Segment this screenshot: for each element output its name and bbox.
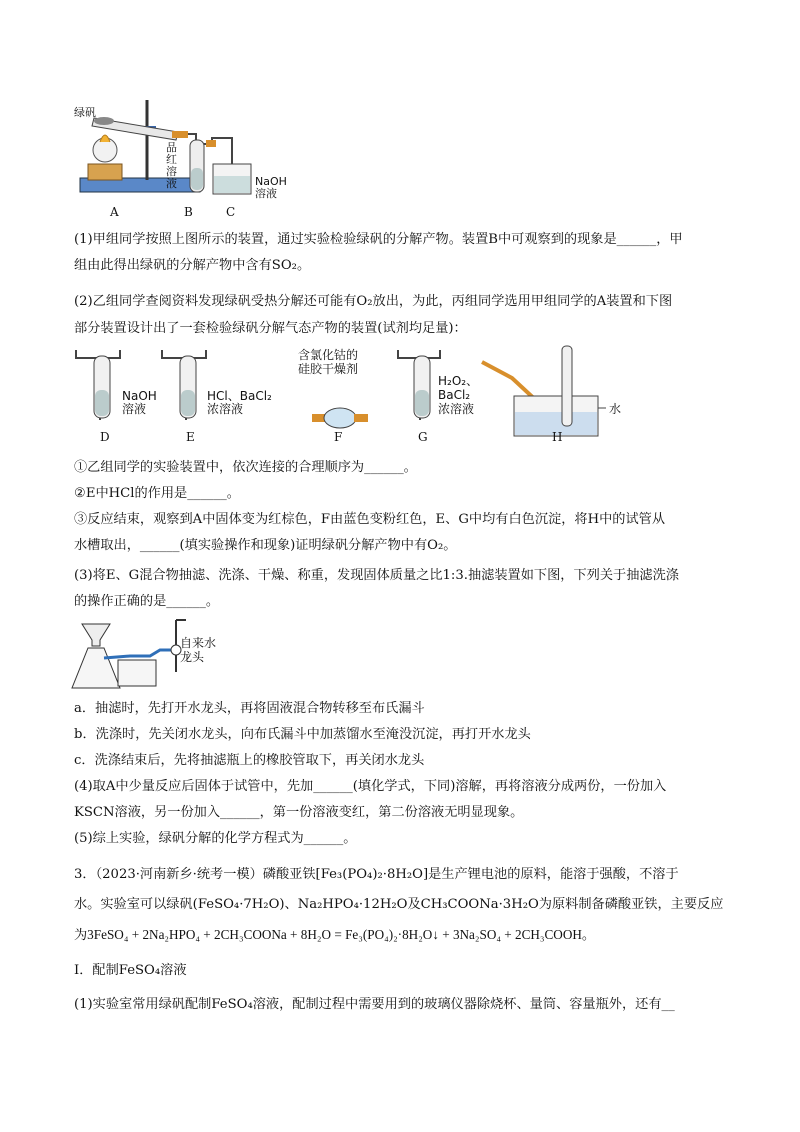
q2-line1: (2)乙组同学查阅资料发现绿矾受热分解还可能有O₂放出，为此，丙组同学选用甲组同学的A装置和下图 bbox=[74, 294, 673, 309]
reagent-label: 绿矾 bbox=[74, 106, 96, 119]
q1-line1: (1)甲组同学按照上图所示的装置，通过实验检验绿矾的分解产物。装置B中可观察到的现象是______，甲 bbox=[74, 232, 683, 247]
apparatus-label-a: A bbox=[110, 205, 119, 219]
q4-line2: KSCN溶液，另一份加入______，第一份溶液变红，第二份溶液无明显现象。 bbox=[74, 805, 524, 820]
option-b: b．洗涤时，先关闭水龙头，向布氏漏斗中加蒸馏水至淹没沉淀，再打开水龙头 bbox=[74, 727, 531, 742]
suction-filter-figure bbox=[0, 612, 800, 692]
e-reagent-label: HCl、BaCl₂ 浓溶液 bbox=[207, 389, 272, 416]
q4-line1: (4)取A中少量反应后固体于试管中，先加______(填化学式，下同)溶解，再将溶液分成两份，一份加入 bbox=[74, 779, 667, 794]
q5: (5)综上实验，绿矾分解的化学方程式为______。 bbox=[74, 831, 357, 846]
subq-3-line1: ③反应结束，观察到A中固体变为红棕色，F由蓝色变粉红色，E、G中均有白色沉淀，将H中的试管从 bbox=[74, 512, 666, 527]
apparatus-label-d: D bbox=[100, 430, 110, 444]
q1-line2: 组由此得出绿矾的分解产物中含有SO₂。 bbox=[74, 258, 311, 273]
apparatus-label-f: F bbox=[334, 430, 343, 444]
tap-label: 自来水 龙头 bbox=[180, 636, 217, 664]
f-reagent-label: 含氯化钴的 硅胶干燥剂 bbox=[298, 348, 359, 376]
apparatus-label-h: H bbox=[552, 430, 563, 444]
d-reagent-label: NaOH 溶液 bbox=[122, 389, 157, 416]
option-a: a．抽滤时，先打开水龙头，再将固液混合物转移至布氏漏斗 bbox=[74, 701, 425, 716]
problem-3-line1: 3．（2023·河南新乡·统考一模）磷酸亚铁[Fe₃(PO₄)₂·8H₂O]是生产锂电池的原料，能溶于强酸，不溶于 bbox=[74, 867, 679, 882]
apparatus-figure-2 bbox=[0, 340, 800, 460]
reaction-equation: 为3FeSO₄ + 2Na₂HPO₄ + 2CH₃COONa + 8H₂O = Fe₃(PO₄)₂·8H₂O↓ + 3Na₂SO₄ + 2CH₃COOH。 bbox=[74, 927, 596, 942]
apparatus-label-e: E bbox=[186, 430, 195, 444]
subq-1: ①乙组同学的实验装置中，依次连接的合理顺序为______。 bbox=[74, 460, 417, 475]
q3-line2: 的操作正确的是______。 bbox=[74, 594, 220, 609]
h-water-label: 水 bbox=[609, 402, 622, 416]
b-reagent-label: 品红溶液 bbox=[166, 141, 177, 190]
q3-line1: (3)将E、G混合物抽滤、洗涤、干燥、称重，发现固体质量之比1:3.抽滤装置如下图，下列关于抽滤洗涤 bbox=[74, 568, 679, 583]
problem-3-q1: (1)实验室常用绿矾配制FeSO₄溶液，配制过程中需要用到的玻璃仪器除烧杯、量筒、容量瓶外，还有__ bbox=[74, 997, 675, 1012]
apparatus-figure-1 bbox=[0, 0, 800, 230]
subq-3-line2: 水槽取出，______(填实验操作和现象)证明绿矾分解产物中有O₂。 bbox=[74, 538, 457, 553]
problem-3-line2: 水。实验室可以绿矾(FeSO₄·7H₂O)、Na₂HPO₄·12H₂O及CH₃COONa·3H₂O为原料制备磷酸亚铁，主要反应 bbox=[74, 897, 724, 912]
subq-2: ②E中HCl的作用是______。 bbox=[74, 486, 240, 501]
apparatus-label-c: C bbox=[226, 205, 236, 219]
section-1-heading: I．配制FeSO₄溶液 bbox=[74, 963, 187, 978]
c-reagent-label: NaOH 溶液 bbox=[255, 175, 287, 200]
apparatus-label-g: G bbox=[418, 430, 428, 444]
apparatus-label-b: B bbox=[184, 205, 193, 219]
option-c: c．洗涤结束后，先将抽滤瓶上的橡胶管取下，再关闭水龙头 bbox=[74, 753, 425, 768]
g-reagent-label: H₂O₂、 BaCl₂ 浓溶液 bbox=[438, 374, 479, 416]
q2-line2: 部分装置设计出了一套检验绿矾分解气态产物的装置(试剂均足量)： bbox=[74, 321, 467, 336]
